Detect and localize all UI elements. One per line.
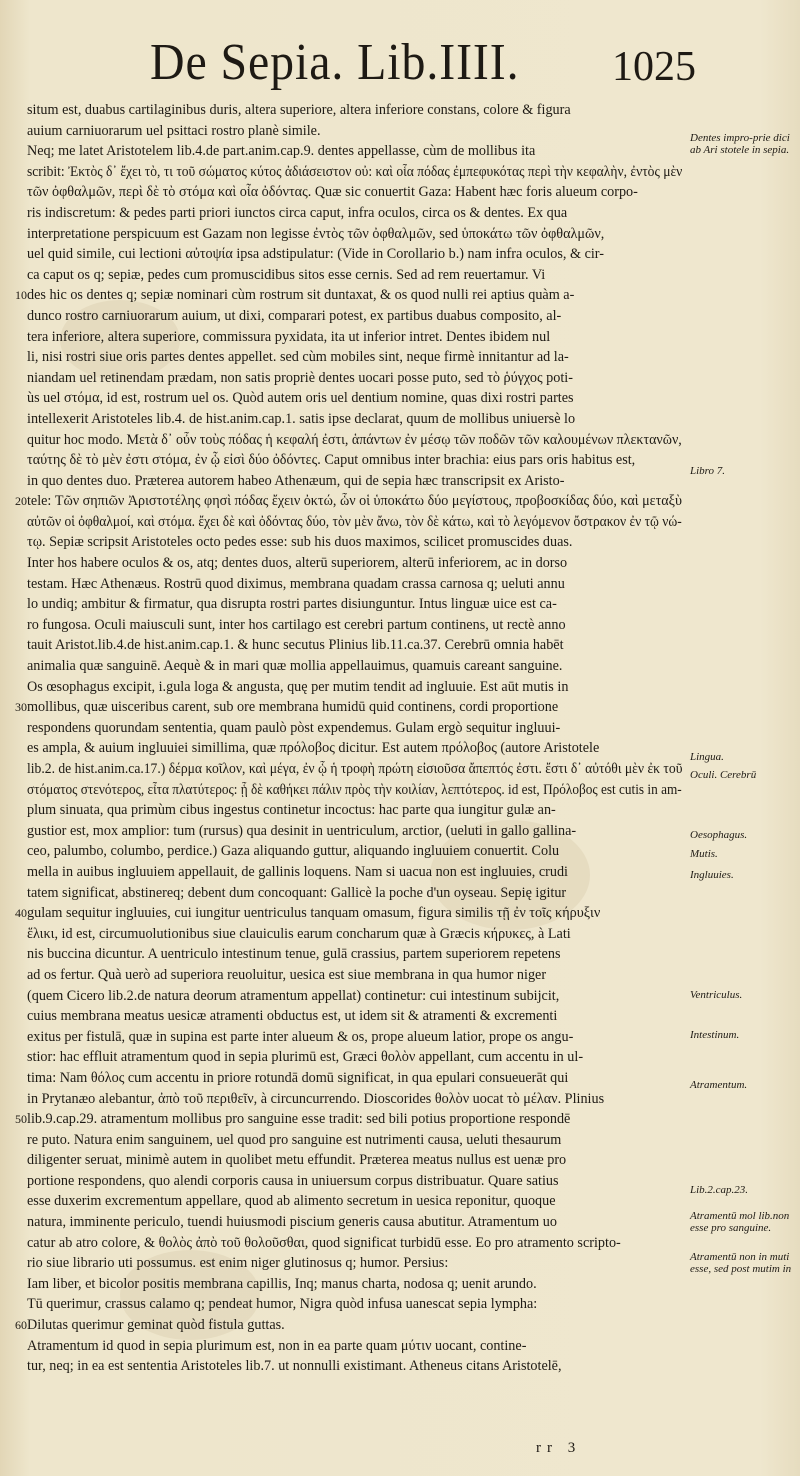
text-line	[27, 327, 687, 348]
text-line	[27, 430, 687, 451]
text-line	[27, 182, 687, 203]
line-text: in quo dentes duo. Præterea autorem habeo Athenæum, qui de sepia hæc transcripsit ex Aristo-	[27, 472, 565, 489]
text-line	[27, 471, 687, 492]
line-text: (quem Cicero lib.2.de natura deorum atramentum appellat) continetur: cui intestinum subijcit,	[27, 987, 560, 1004]
text-line	[27, 986, 687, 1007]
line-number: 30	[15, 700, 27, 715]
line-text: ca caput os q; sepiæ, pedes cum promuscidibus sitos esse cernis. Sed ad rem reuertamur. Vi	[27, 266, 546, 283]
text-line	[27, 162, 687, 183]
line-text: tatem significat, abstinereq; debent dum concoquant: Gallicè la poche d'un oyseau. Sepię igitur	[27, 884, 567, 901]
line-text: cuius membrana meatus uesicæ atramenti obductus est, ut idem sit & atramenti & excrementi	[27, 1008, 558, 1025]
text-line	[27, 1274, 687, 1295]
line-text: Dilutas querimur geminat quòd fistula guttas.	[27, 1317, 285, 1334]
text-line	[27, 1150, 687, 1171]
line-text: uel quid simile, cui lectioni αὐτοψία ipsa adstipulatur: (Vide in Corollario b.) nam infra oculos, & cir-	[27, 246, 604, 263]
line-text: Tū querimur, crassus calamo q; pendeat humor, Nigra quòd infusa uanescat sepia lympha:	[27, 1296, 538, 1313]
text-line	[15, 1315, 687, 1336]
line-text: des hic os dentes q; sepiæ nominari cùm rostrum sit duntaxat, & os quod nulli rei aptius quàm a-	[27, 287, 575, 304]
text-line	[27, 574, 687, 595]
line-text: interpretatione perspicuum est Gazam non legisse ἐντὸς τῶν ὀφθαλμῶν, sed ὑποκάτω τῶν ὀφθαλμῶν,	[27, 225, 605, 242]
line-text: exitus per fistulā, quæ in supina est parte inter alueum & os, prope alueum latior, prope os angu-	[27, 1028, 574, 1045]
line-text: diligenter seruat, minimè autem in quolibet metu effundit. Præterea meatus nullus est uenæ pro	[27, 1152, 567, 1169]
line-text: tur, neq; in ea est sententia Aristoteles lib.7. ut nonnulli existimant. Atheneus citans Aristotelē,	[27, 1358, 562, 1375]
line-text: tele: Τῶν σηπιῶν Ἀριστοτέλης φησὶ πόδας ἔχειν ὀκτώ, ὧν οἱ ὑποκάτω δύο μεγίστους, προβοσκίδας δύο, καὶ μεταξὺ	[27, 493, 682, 510]
line-text: lo undiq; ambitur & firmatur, qua disrupta rostri partes disiunguntur. Intus linguæ uice est ca-	[27, 596, 557, 613]
line-number: 40	[15, 906, 27, 921]
line-text: niandam uel retinendam prædam, non satis propriè dentes uocari posse puto, sed τὸ ῥύγχος poti-	[27, 369, 573, 386]
line-text: lib.9.cap.29. atramentum mollibus pro sanguine esse tradit: sed bili potius proportione respondē	[27, 1111, 571, 1128]
line-text: auium carniuorarum uel psittaci rostro planè simile.	[27, 122, 321, 139]
line-text: scribit: Ἐκτὸς δ᾽ ἔχει τὸ, τι τοῦ σώματος κύτος ἀδιάσειστον οὐ: καὶ οἷα πόδας ἐμπεφυκότας περὶ τὴν κεφαλὴν, ἐντὸς μὲν	[27, 163, 683, 180]
line-text: ris indiscretum: & pedes parti priori iunctos circa caput, infra oculos, circa os & dentes. Ex qua	[27, 204, 568, 221]
line-text: in Prytanæo alebantur, ἀπὸ τοῦ περιθεῖν, à circuncurrendo. Dioscorides θολὸν uocat τὸ μέλαν. Plinius	[27, 1090, 605, 1107]
text-line	[27, 635, 687, 656]
line-text: stior: hac effluit atramentum quod in sepia plurimū est, Græci θολὸν appellant, cum accentu in ul-	[27, 1049, 584, 1066]
text-line	[27, 347, 687, 368]
page-number: 1025	[612, 44, 696, 90]
line-text: Iam liber, et bicolor positis membrana capillis, Inq; manus charta, nodosa q; uenit arundo.	[27, 1275, 537, 1292]
marginal-note: Ventriculus.	[690, 989, 743, 1001]
text-line	[27, 1294, 687, 1315]
line-text: ἕλικι, id est, circumuolutionibus siue clauiculis earum concharum quæ à Græcis κήρυκες, à Lati	[27, 925, 571, 942]
text-line	[27, 780, 687, 801]
text-line	[27, 1336, 687, 1357]
text-line	[15, 491, 687, 512]
text-line	[27, 841, 687, 862]
line-text: respondens quorundam sententia, quam paulò pòst expendemus. Gulam ergò sequitur ingluui-	[27, 719, 561, 736]
text-line	[27, 100, 687, 121]
line-text: es ampla, & auium ingluuiei simillima, quæ πρόλοβος dicitur. Est autem πρόλοβος (autore Aristotele	[27, 740, 600, 757]
line-text: re puto. Natura enim sanguinem, uel quod pro sanguine est nutrimenti causa, ueluti thesaurum	[27, 1131, 562, 1148]
line-text: ταύτης δὲ τὸ μὲν ἐστι στόμα, ἐν ᾧ εἰσὶ δύο ὀδόντες. Caput omnibus inter brachia: eius pars oris habitus est,	[27, 452, 636, 469]
text-line	[27, 800, 687, 821]
signature-mark: rr 3	[536, 1440, 582, 1456]
line-text: intellexerit Aristoteles lib.4. de hist.anim.cap.1. satis ipse declarat, quum de mollibus uniuersè lo	[27, 410, 576, 427]
text-line	[27, 677, 687, 698]
line-text: ad os fertur. Quà uerò ad superiora reuoluitur, uesica est siue membrana in qua humor niger	[27, 966, 547, 983]
text-line	[27, 1212, 687, 1233]
text-line	[27, 1068, 687, 1089]
text-line	[27, 1089, 687, 1110]
line-text: quitur hoc modo. Μετὰ δ᾽ οὖν τοὺς πόδας ἡ κεφαλή ἐστι, ἁπάντων ἐν μέσῳ τῶν ποδῶν τῶν καλουμένων πλεκτανῶν,	[27, 431, 682, 448]
text-line	[27, 1130, 687, 1151]
line-text: tera inferiore, altera superiore, commissura pyxidata, ita ut inferior intret. Dentes ibidem nul	[27, 328, 551, 345]
line-text: animalia quæ sanguinē. Aequè & in mari quæ mollia appellauimus, quamuis careant sanguine.	[27, 658, 563, 675]
text-line	[27, 553, 687, 574]
line-text: ceo, palumbo, columbo, perdice.) Gaza aliquando guttur, aliquando ingluuiem conuertit. Colu	[27, 843, 560, 860]
line-text: plum sinuata, qua primùm cibus ingestus continetur incoctus: hac parte qua iungitur gulæ an-	[27, 802, 556, 819]
text-line	[27, 388, 687, 409]
text-line	[27, 306, 687, 327]
text-line	[27, 121, 687, 142]
text-line	[27, 1171, 687, 1192]
text-line	[27, 512, 687, 533]
line-text: portione respondens, quo alendi corporis causa in uniuersum corpus distribuatur. Quare satius	[27, 1172, 559, 1189]
text-line	[27, 368, 687, 389]
text-line	[27, 883, 687, 904]
text-line	[27, 738, 687, 759]
line-text: tauit Aristot.lib.4.de hist.anim.cap.1. & hunc secutus Plinius lib.11.ca.37. Cerebrū omnia habēt	[27, 637, 564, 654]
line-text: Neq; me latet Aristotelem lib.4.de part.anim.cap.9. dentes appellasse, cùm de mollibus ita	[27, 143, 536, 160]
line-text: esse duxerim excrementum appellare, quod ab alimento secretum in uesica reponitur, quoque	[27, 1193, 556, 1210]
main-text-column	[15, 100, 687, 1377]
text-line	[27, 409, 687, 430]
marginal-note: Atramentū mol lib.non esse pro sanguine.	[690, 1210, 790, 1234]
text-line	[27, 656, 687, 677]
line-text: nis buccina dicuntur. A uentriculo intestinum tenue, gulā crassius, partem superiorem repetens	[27, 946, 561, 963]
text-line	[27, 450, 687, 471]
line-text: rio siue librario uti possumus. est enim niger glutinosus q; humor. Persius:	[27, 1255, 449, 1272]
text-line	[27, 1356, 687, 1377]
marginal-note: Oculi. Cerebrū	[690, 769, 757, 781]
text-line	[15, 1109, 687, 1130]
text-line	[27, 615, 687, 636]
line-text: mella in auibus ingluuiem appellauit, de gallinis loquens. Nam si uacua non est ingluuies, crudi	[27, 863, 568, 880]
line-number: 50	[15, 1112, 27, 1127]
text-line	[27, 1233, 687, 1254]
text-line	[27, 265, 687, 286]
text-line	[27, 821, 687, 842]
line-text: αὐτῶν οἱ ὀφθαλμοί, καὶ στόμα. ἔχει δὲ καὶ ὀδόντας δύο, τὸν μὲν ἄνω, τὸν δὲ κάτω, καὶ τὸ λεγόμενον ὄστρακον ἐν τῷ νώ-	[27, 513, 682, 530]
marginal-note: Atramentū non in muti esse, sed post mutim in	[690, 1251, 792, 1275]
line-text: ùs uel στόμα, id est, rostrum uel os. Quòd autem oris uel dentium nomine, quas dixi rostri partes	[27, 390, 574, 407]
text-line	[27, 244, 687, 265]
text-line	[27, 718, 687, 739]
line-text: Os œsophagus excipit, i.gula loga & angusta, quę per mutim tendit ad ingluuie. Est aūt mutis in	[27, 678, 569, 695]
text-line	[27, 759, 687, 780]
line-text: gulam sequitur ingluuies, cui iungitur uentriculus tanquam omasum, figura similis τῇ ἐν τοῖς κήρυξιν	[27, 905, 601, 922]
text-line	[27, 944, 687, 965]
line-text: Inter hos habere oculos & os, atq; dentes duos, alterū superiorem, alterū inferiorem, ac in dorso	[27, 555, 568, 572]
text-line	[27, 1047, 687, 1068]
marginal-note: Ingluuies.	[690, 869, 734, 881]
text-line	[27, 924, 687, 945]
line-text: gustior est, mox amplior: tum (rursus) qua desinit in uentriculum, arctior, (ueluti in gallo gallina-	[27, 822, 577, 839]
text-line	[15, 903, 687, 924]
line-text: li, nisi rostri siue oris partes dentes appellet. sed cùm mobiles sint, neque firmè innitantur ad la-	[27, 349, 569, 366]
marginal-note: Libro 7.	[690, 465, 726, 477]
text-line	[15, 285, 687, 306]
marginal-note: Lib.2.cap.23.	[690, 1184, 749, 1196]
text-line	[15, 697, 687, 718]
marginal-note: Dentes impro-prie dici ab Ari stotele in sepia.	[690, 132, 790, 156]
line-text: στόματος στενότερος, εἶτα πλατύτερος: ᾗ δὲ καθήκει πάλιν πρὸς τὴν κοιλίαν, λεπτότερος. id est, Πρόλοβος est cutis in am-	[27, 781, 682, 798]
text-line	[27, 1253, 687, 1274]
line-text: situm est, duabus cartilaginibus duris, altera superiore, altera inferiore constans, colore & figura	[27, 102, 571, 118]
line-text: natura, imminente periculo, tuendi huiusmodi piscium generis causa abutitur. Atramentum uo	[27, 1214, 557, 1231]
line-text: catur ab atro colore, & θολὸς ἀπὸ τοῦ θολοῦσθαι, quod significat turbidū esse. Eo pro atramento scripto-	[27, 1234, 621, 1251]
line-text: testam. Hæc Athenæus. Rostrū quod diximus, membrana quadam crassa carnosa q; ueluti annu	[27, 575, 565, 592]
running-title: De Sepia. Lib.IIII.	[150, 34, 520, 91]
text-line	[27, 1027, 687, 1048]
running-header	[0, 28, 800, 98]
text-line	[27, 862, 687, 883]
line-text: lib.2. de hist.anim.ca.17.) δέρμα κοῖλον, καὶ μέγα, ἐν ᾧ ἡ τροφὴ πρώτη εἰσιοῦσα ἄπεπτός ἐστι. ἔστι δ᾽ αὐτόθι μὲν ἐκ τοῦ	[27, 761, 683, 777]
line-number: 10	[15, 288, 27, 303]
text-line	[27, 141, 687, 162]
line-text: τῶν ὀφθαλμῶν, περὶ δὲ τὸ στόμα καὶ οἷα ὀδόντας. Quæ sic conuertit Gaza: Habent hæc foris alueum corpo-	[27, 184, 638, 201]
line-number: 20	[15, 494, 27, 509]
text-line	[27, 1006, 687, 1027]
marginal-note: Mutis.	[690, 848, 718, 860]
line-text: ro fungosa. Oculi maiusculi sunt, inter hos cartilago est cerebri partum continens, ut rectè anno	[27, 616, 566, 633]
text-line	[27, 594, 687, 615]
marginal-note: Atramentum.	[690, 1079, 748, 1091]
text-line	[27, 224, 687, 245]
text-line	[27, 1191, 687, 1212]
line-text: τῳ. Sepiæ scripsit Aristoteles octo pedes esse: sub his duos maximos, scilicet promuscides duas.	[27, 534, 573, 551]
line-text: tima: Nam θόλος cum accentu in priore rotundā domū significat, in qua epulari consueuerāt qui	[27, 1069, 569, 1086]
text-line	[27, 532, 687, 553]
line-text: dunco rostro carniuorarum auium, ut dixi, comparari potest, ex partibus duabus composito, al-	[27, 307, 562, 324]
text-line	[27, 965, 687, 986]
line-text: mollibus, quæ uisceribus carent, sub ore membrana humidū quid continens, cordi proportione	[27, 699, 559, 716]
marginal-note: Oesophagus.	[690, 829, 748, 841]
marginal-note: Intestinum.	[690, 1029, 740, 1041]
marginal-note: Lingua.	[690, 751, 724, 763]
line-number: 60	[15, 1318, 27, 1333]
line-text: Atramentum id quod in sepia plurimum est, non in ea parte quam μύτιν uocant, contine-	[27, 1337, 527, 1354]
text-line	[27, 203, 687, 224]
